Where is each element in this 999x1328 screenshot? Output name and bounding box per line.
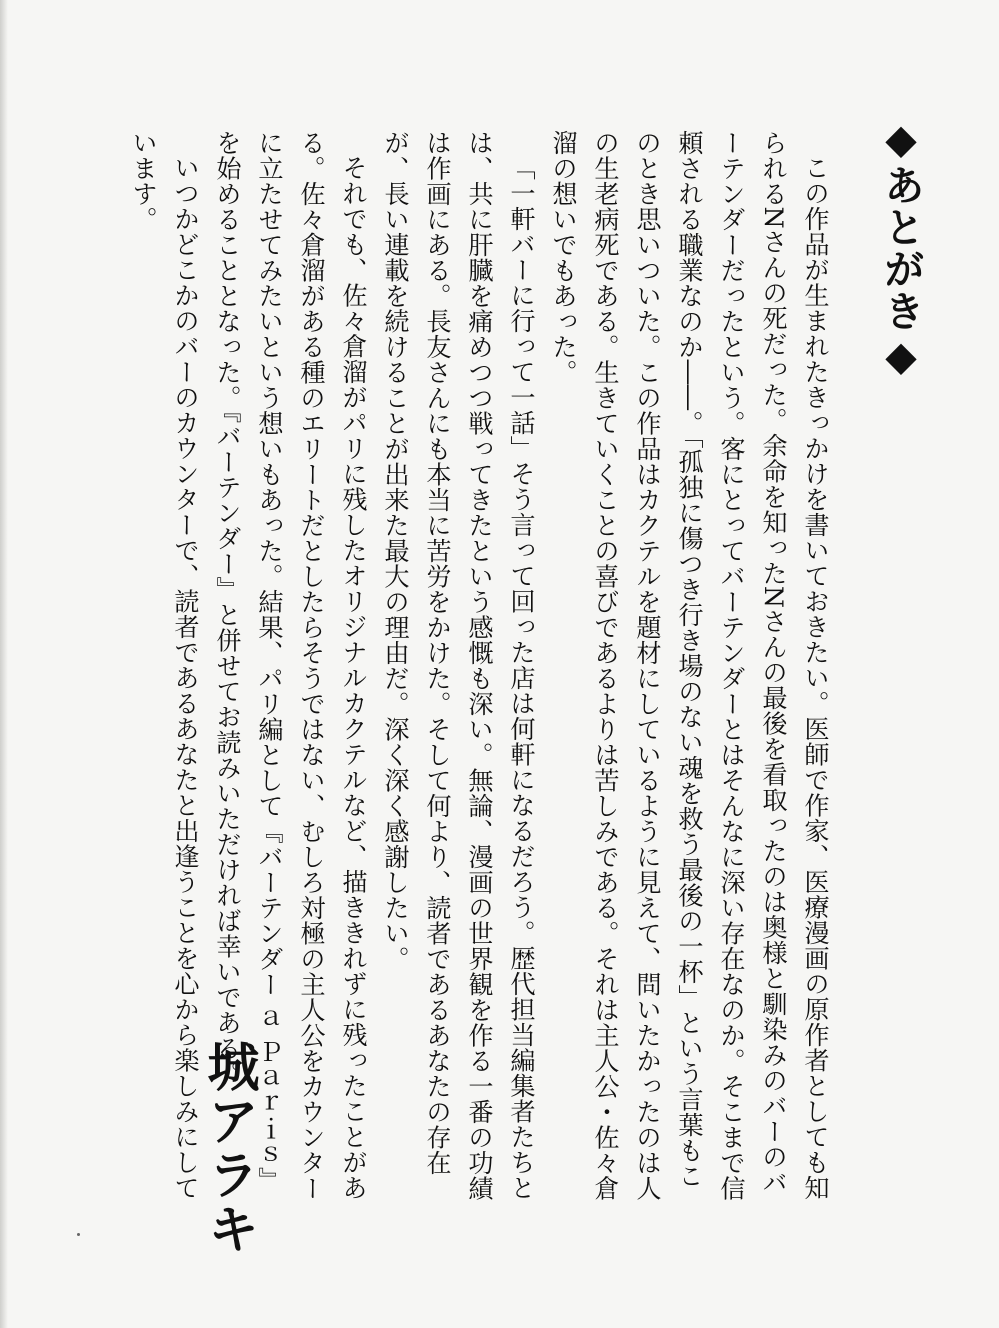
paragraph-2: 「一軒バーに行って一話」そう言って回った店は何軒になるだろう。歴代担当編集者たちとは、共に肝臓を痛めつつ戦ってきたという感慨も深い。無論、漫画の世界観を作る一番の功績は作画にある。長友さんにも本当に苦労をかけた。そして何より、読者であるあなたの存在が、長い連載を続けることが出来た最大の理由だ。深く深く感謝したい。 xyxy=(381,130,536,1201)
afterword-heading: ◆あとがき◆ xyxy=(877,115,925,381)
page-edge-shadow xyxy=(0,0,8,1328)
paper-speck xyxy=(77,1233,80,1236)
paragraph-3: それでも、佐々倉溜がパリに残したオリジナルカクテルなど、描ききれずに残ったことがある。佐々倉溜がある種のエリートだとしたらそうではない、むしろ対極の主人公をカウンターに立たせてみたいという想いもあった。結果、パリ編として『バーテンダー ａ Ｐａｒｉｓ』を始めることとなった。『バーテンダー』と併せてお読みいただければ幸いである。 xyxy=(213,130,368,1201)
paragraph-1: この作品が生まれたきっかけを書いておきたい。医師で作家、医療漫画の原作者としても知られるNさんの死だった。余命を知ったNさんの最後を看取ったのは奥様と馴染みのバーのバーテンダーだったという。客にとってバーテンダーとはそんなに深い存在なのか。そこまで信頼される職業なのか――。「孤独に傷つき行き場のない魂を救う最後の一杯」という言葉もこのとき思いついた。この作品はカクテルを題材にしているように見えて、問いたかったのは人の生老病死である。生きていくことの喜びであるよりは苦しみである。それは主人公・佐々倉溜の想いでもあった。 xyxy=(549,130,830,1201)
author-signature: 城アラキ xyxy=(198,1040,259,1256)
paragraph-4: いつかどこかのバーのカウンターで、読者であるあなたと出逢うことを心から楽しみにしています。 xyxy=(129,130,200,1201)
